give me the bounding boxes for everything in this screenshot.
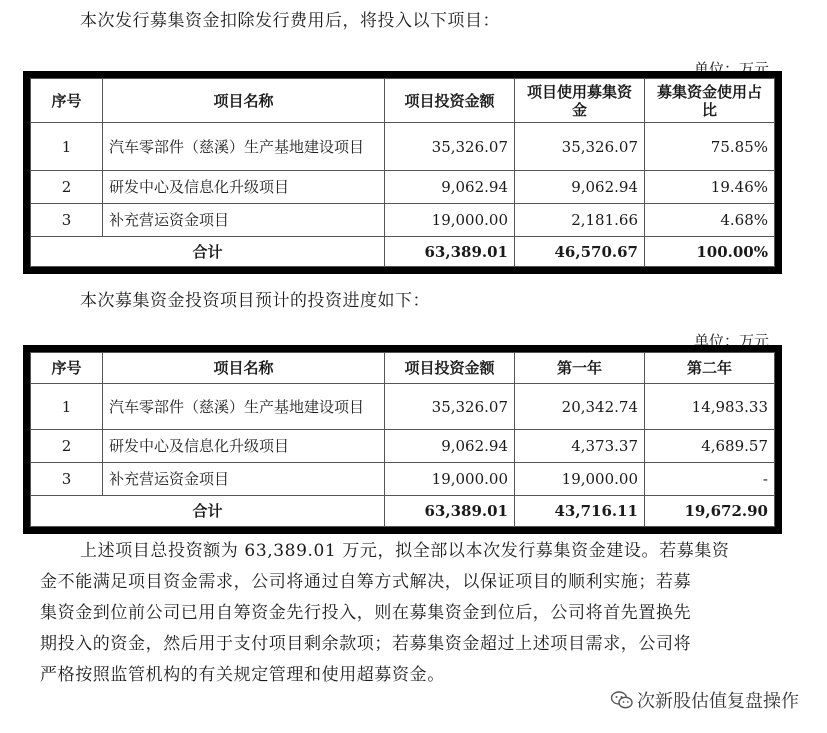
row-raised-funds: 2,181.66 <box>515 204 645 237</box>
paragraph-line: 集资金到位前公司已用自筹资金先行投入，则在募集资金到位后，公司将首先置换先 <box>40 603 692 623</box>
row-name: 补充营运资金项目 <box>103 204 385 237</box>
row-name: 补充营运资金项目 <box>103 463 385 496</box>
watermark <box>611 687 799 713</box>
total-year-one: 43,716.11 <box>515 496 645 527</box>
row-year-one: 20,342.74 <box>515 384 645 430</box>
row-year-two: 4,689.57 <box>645 430 775 463</box>
row-investment: 19,000.00 <box>385 204 515 237</box>
row-no: 3 <box>31 463 103 496</box>
header-ratio: 募集资金使用占比 <box>645 79 775 123</box>
paragraph-line: 金不能满足项目资金需求，公司将通过自筹方式解决，以保证项目的顺利实施；若募 <box>40 572 692 592</box>
header-no: 序号 <box>31 353 103 384</box>
row-investment: 9,062.94 <box>385 430 515 463</box>
total-investment: 63,389.01 <box>385 496 515 527</box>
row-ratio: 4.68% <box>645 204 775 237</box>
table-header-row <box>31 353 775 384</box>
table-row <box>31 123 775 171</box>
table-total-row <box>31 496 775 527</box>
header-year-one: 第一年 <box>515 353 645 384</box>
paragraph-line: 上述项目总投资额为 63,389.01 万元，拟全部以本次发行募集资金建设。若募集资 <box>80 541 730 561</box>
watermark-text: 次新股估值复盘操作 <box>637 691 799 712</box>
row-year-two: - <box>645 463 775 496</box>
row-no: 2 <box>31 171 103 204</box>
total-year-two: 19,672.90 <box>645 496 775 527</box>
row-year-one: 19,000.00 <box>515 463 645 496</box>
table-row <box>31 463 775 496</box>
summary-paragraph <box>40 536 780 691</box>
row-ratio: 75.85% <box>645 123 775 171</box>
header-name: 项目名称 <box>103 353 385 384</box>
row-investment: 19,000.00 <box>385 463 515 496</box>
row-investment: 9,062.94 <box>385 171 515 204</box>
row-no: 1 <box>31 384 103 430</box>
paragraph-line: 严格按照监管机构的有关规定管理和使用超募资金。 <box>40 665 445 685</box>
header-investment: 项目投资金额 <box>385 353 515 384</box>
row-raised-funds: 35,326.07 <box>515 123 645 171</box>
row-no: 1 <box>31 123 103 171</box>
header-name: 项目名称 <box>103 79 385 123</box>
wechat-icon <box>611 691 633 709</box>
unit-label-2: 单位：万元 <box>693 332 769 350</box>
table-row <box>31 171 775 204</box>
fundraising-table <box>30 78 775 267</box>
table-row <box>31 204 775 237</box>
row-name: 研发中心及信息化升级项目 <box>103 430 385 463</box>
total-label: 合计 <box>31 237 385 267</box>
total-raised-funds: 46,570.67 <box>515 237 645 267</box>
table-total-row <box>31 237 775 267</box>
row-name: 研发中心及信息化升级项目 <box>103 171 385 204</box>
total-ratio: 100.00% <box>645 237 775 267</box>
row-raised-funds: 9,062.94 <box>515 171 645 204</box>
row-no: 2 <box>31 430 103 463</box>
row-name: 汽车零部件（慈溪）生产基地建设项目 <box>103 123 385 171</box>
row-year-two: 14,983.33 <box>645 384 775 430</box>
row-investment: 35,326.07 <box>385 123 515 171</box>
table-row <box>31 430 775 463</box>
table-row <box>31 384 775 430</box>
intro-text-1: 本次发行募集资金扣除发行费用后，将投入以下项目： <box>80 11 500 31</box>
row-no: 3 <box>31 204 103 237</box>
header-no: 序号 <box>31 79 103 123</box>
unit-label-1: 单位：万元 <box>693 60 769 78</box>
total-investment: 63,389.01 <box>385 237 515 267</box>
header-year-two: 第二年 <box>645 353 775 384</box>
table-header-row <box>31 79 775 123</box>
row-year-one: 4,373.37 <box>515 430 645 463</box>
total-label: 合计 <box>31 496 385 527</box>
paragraph-line: 期投入的资金，然后用于支付项目剩余款项；若募集资金超过上述项目需求，公司将 <box>40 634 692 654</box>
investment-schedule-table <box>30 352 775 527</box>
row-name: 汽车零部件（慈溪）生产基地建设项目 <box>103 384 385 430</box>
row-ratio: 19.46% <box>645 171 775 204</box>
intro-text-2: 本次募集资金投资项目预计的投资进度如下： <box>80 291 430 311</box>
row-investment: 35,326.07 <box>385 384 515 430</box>
header-investment: 项目投资金额 <box>385 79 515 123</box>
header-raised-funds: 项目使用募集资金 <box>515 79 645 123</box>
